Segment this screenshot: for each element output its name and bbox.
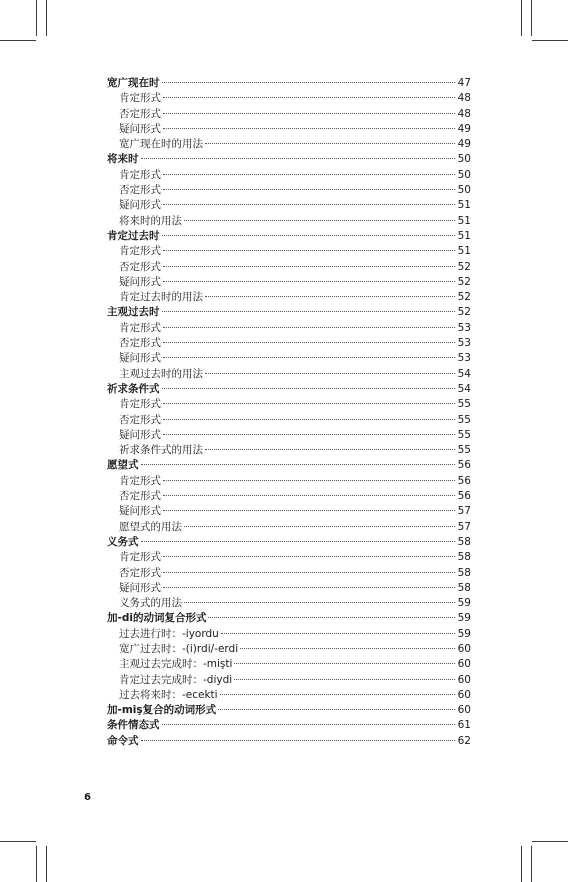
toc-title: 加-miş复合的动词形式 — [107, 704, 217, 717]
toc-entry — [107, 458, 471, 473]
toc-page-number: 58 — [457, 535, 471, 548]
toc-page-number: 58 — [457, 581, 471, 594]
dot-leader — [205, 448, 455, 450]
toc-title: 主观过去时 — [107, 306, 160, 319]
toc-entry — [107, 520, 471, 535]
toc-page-number: 60 — [457, 642, 471, 655]
toc-entry — [107, 198, 471, 213]
dot-leader — [184, 525, 455, 527]
toc-page-number: 60 — [457, 673, 471, 686]
crop-mark — [531, 0, 532, 36]
toc-entry — [107, 504, 471, 519]
toc-title: 肯定形式 — [119, 92, 161, 105]
toc-entry — [107, 428, 471, 443]
toc-entry — [107, 611, 471, 626]
crop-mark — [36, 0, 37, 36]
toc-entry — [107, 443, 471, 458]
toc-entry — [107, 703, 471, 718]
toc-title: 肯定形式 — [119, 398, 161, 411]
toc-title: 肯定过去时的用法 — [119, 291, 203, 304]
toc-entry — [107, 566, 471, 581]
toc-title: 肯定形式 — [119, 245, 161, 258]
dot-leader — [163, 509, 455, 511]
crop-mark — [531, 846, 532, 882]
toc-page-number: 57 — [457, 520, 471, 533]
toc-page-number: 49 — [457, 138, 471, 151]
dot-leader — [163, 341, 455, 343]
dot-leader — [234, 662, 455, 664]
toc-entry — [107, 244, 471, 259]
toc-title: 义务式的用法 — [119, 597, 182, 610]
dot-leader — [163, 96, 455, 98]
dot-leader — [163, 249, 455, 251]
toc-entry — [107, 718, 471, 733]
toc-entry — [107, 137, 471, 152]
toc-title: 否定形式 — [119, 490, 161, 503]
toc-page-number: 53 — [457, 352, 471, 365]
toc-page-number: 51 — [457, 199, 471, 212]
toc-entry — [107, 397, 471, 412]
dot-leader — [141, 540, 456, 542]
dot-leader — [141, 739, 456, 741]
crop-mark — [0, 40, 36, 41]
toc-page-number: 55 — [457, 398, 471, 411]
crop-mark — [46, 0, 47, 36]
toc-entry — [107, 336, 471, 351]
toc-page-number: 51 — [457, 245, 471, 258]
toc-title: 宽广过去时：-(i)rdi/-erdi — [119, 642, 239, 655]
toc-page-number: 61 — [457, 719, 471, 732]
toc-page-number: 52 — [457, 291, 471, 304]
toc-title: 过去进行时：-iyordu — [119, 627, 219, 640]
table-of-contents — [107, 76, 471, 749]
dot-leader — [205, 372, 455, 374]
toc-title: 愿望式 — [107, 459, 139, 472]
toc-entry — [107, 596, 471, 611]
toc-title: 义务式 — [107, 535, 139, 548]
toc-entry — [107, 413, 471, 428]
toc-title: 愿望式的用法 — [119, 520, 182, 533]
toc-entry — [107, 214, 471, 229]
crop-mark — [36, 846, 37, 882]
toc-entry — [107, 367, 471, 382]
toc-title: 肯定过去时 — [107, 229, 160, 242]
crop-mark — [532, 40, 568, 41]
toc-entry — [107, 152, 471, 167]
toc-entry — [107, 734, 471, 749]
crop-mark — [521, 846, 522, 882]
crop-mark — [46, 846, 47, 882]
toc-entry — [107, 91, 471, 106]
toc-title: 肯定形式 — [119, 168, 161, 181]
toc-page-number: 48 — [457, 107, 471, 120]
toc-entry — [107, 474, 471, 489]
dot-leader — [234, 678, 455, 680]
toc-page-number: 60 — [457, 658, 471, 671]
dot-leader — [163, 127, 455, 129]
toc-title: 疑问形式 — [119, 199, 161, 212]
toc-title: 过去将来时：-ecekti — [119, 688, 218, 701]
dot-leader — [184, 601, 455, 603]
toc-page-number: 49 — [457, 122, 471, 135]
toc-title: 否定形式 — [119, 566, 161, 579]
toc-entry — [107, 657, 471, 672]
dot-leader — [163, 494, 455, 496]
toc-title: 疑问形式 — [119, 428, 161, 441]
toc-entry — [107, 260, 471, 275]
toc-page-number: 58 — [457, 566, 471, 579]
dot-leader — [163, 326, 455, 328]
dot-leader — [162, 387, 456, 389]
toc-page-number: 50 — [457, 184, 471, 197]
dot-leader — [163, 265, 455, 267]
toc-title: 否定形式 — [119, 107, 161, 120]
toc-page-number: 57 — [457, 505, 471, 518]
toc-title: 祈求条件式 — [107, 382, 160, 395]
dot-leader — [163, 173, 455, 175]
toc-entry — [107, 688, 471, 703]
toc-title: 否定形式 — [119, 260, 161, 273]
dot-leader — [163, 356, 455, 358]
toc-title: 主观过去时的用法 — [119, 367, 203, 380]
dot-leader — [163, 555, 455, 557]
toc-title: 疑问形式 — [119, 122, 161, 135]
toc-page-number: 60 — [457, 688, 471, 701]
toc-entry — [107, 321, 471, 336]
dot-leader — [163, 188, 455, 190]
toc-page-number: 55 — [457, 428, 471, 441]
toc-title: 肯定过去完成时：-diydi — [119, 673, 233, 686]
dot-leader — [162, 723, 456, 725]
toc-page-number: 56 — [457, 459, 471, 472]
toc-entry — [107, 168, 471, 183]
toc-page-number: 52 — [457, 275, 471, 288]
dot-leader — [221, 632, 455, 634]
dot-leader — [163, 112, 455, 114]
page-number: 6 — [84, 792, 91, 803]
toc-entry — [107, 305, 471, 320]
toc-page-number: 54 — [457, 367, 471, 380]
toc-entry — [107, 107, 471, 122]
toc-entry — [107, 673, 471, 688]
toc-entry — [107, 382, 471, 397]
dot-leader — [141, 463, 456, 465]
toc-page-number: 50 — [457, 168, 471, 181]
dot-leader — [240, 647, 455, 649]
dot-leader — [205, 142, 455, 144]
toc-entry — [107, 550, 471, 565]
dot-leader — [208, 616, 455, 618]
toc-title: 疑问形式 — [119, 275, 161, 288]
toc-entry — [107, 76, 471, 91]
toc-entry — [107, 183, 471, 198]
toc-page-number: 51 — [457, 214, 471, 227]
toc-page-number: 59 — [457, 627, 471, 640]
toc-page-number: 56 — [457, 490, 471, 503]
toc-page-number: 54 — [457, 382, 471, 395]
toc-entry — [107, 229, 471, 244]
dot-leader — [163, 586, 455, 588]
toc-title: 否定形式 — [119, 337, 161, 350]
toc-page-number: 58 — [457, 551, 471, 564]
toc-title: 祈求条件式的用法 — [119, 444, 203, 457]
toc-title: 肯定形式 — [119, 321, 161, 334]
dot-leader — [163, 433, 455, 435]
dot-leader — [218, 708, 455, 710]
toc-page-number: 59 — [457, 612, 471, 625]
toc-title: 否定形式 — [119, 184, 161, 197]
dot-leader — [162, 81, 456, 83]
toc-title: 宽广现在时的用法 — [119, 138, 203, 151]
toc-page-number: 55 — [457, 444, 471, 457]
toc-title: 疑问形式 — [119, 352, 161, 365]
toc-page-number: 53 — [457, 337, 471, 350]
toc-title: 主观过去完成时：-mişti — [119, 658, 233, 671]
toc-page-number: 60 — [457, 704, 471, 717]
dot-leader — [163, 280, 455, 282]
toc-entry — [107, 581, 471, 596]
toc-entry — [107, 290, 471, 305]
toc-page-number: 51 — [457, 229, 471, 242]
toc-entry — [107, 122, 471, 137]
toc-entry — [107, 627, 471, 642]
toc-title: 宽广现在时 — [107, 77, 160, 89]
toc-page-number: 56 — [457, 474, 471, 487]
toc-title: 将来时的用法 — [119, 214, 182, 227]
dot-leader — [205, 295, 455, 297]
dot-leader — [163, 571, 455, 573]
toc-page-number: 52 — [457, 260, 471, 273]
toc-entry — [107, 489, 471, 504]
toc-title: 疑问形式 — [119, 581, 161, 594]
crop-mark — [532, 841, 568, 842]
dot-leader — [163, 479, 455, 481]
toc-title: 疑问形式 — [119, 505, 161, 518]
crop-mark — [0, 841, 36, 842]
toc-title: 命令式 — [107, 734, 139, 747]
toc-page-number: 62 — [457, 734, 471, 747]
toc-title: 条件情态式 — [107, 719, 160, 732]
toc-page-number: 52 — [457, 306, 471, 319]
toc-title: 肯定形式 — [119, 551, 161, 564]
toc-entry — [107, 275, 471, 290]
dot-leader — [163, 203, 455, 205]
toc-page-number: 55 — [457, 413, 471, 426]
dot-leader — [163, 402, 455, 404]
toc-entry — [107, 351, 471, 366]
toc-entry — [107, 535, 471, 550]
dot-leader — [162, 310, 456, 312]
dot-leader — [184, 219, 455, 221]
toc-title: 将来时 — [107, 153, 139, 166]
toc-title: 加-di的动词复合形式 — [107, 612, 207, 625]
toc-page-number: 53 — [457, 321, 471, 334]
dot-leader — [163, 418, 455, 420]
toc-page-number: 48 — [457, 92, 471, 105]
toc-page-number: 47 — [457, 77, 471, 89]
toc-title: 肯定形式 — [119, 474, 161, 487]
dot-leader — [162, 234, 456, 236]
toc-entry — [107, 642, 471, 657]
toc-title: 否定形式 — [119, 413, 161, 426]
crop-mark — [521, 0, 522, 36]
toc-page-number: 59 — [457, 597, 471, 610]
toc-page-number: 50 — [457, 153, 471, 166]
dot-leader — [141, 157, 456, 159]
dot-leader — [220, 693, 455, 695]
